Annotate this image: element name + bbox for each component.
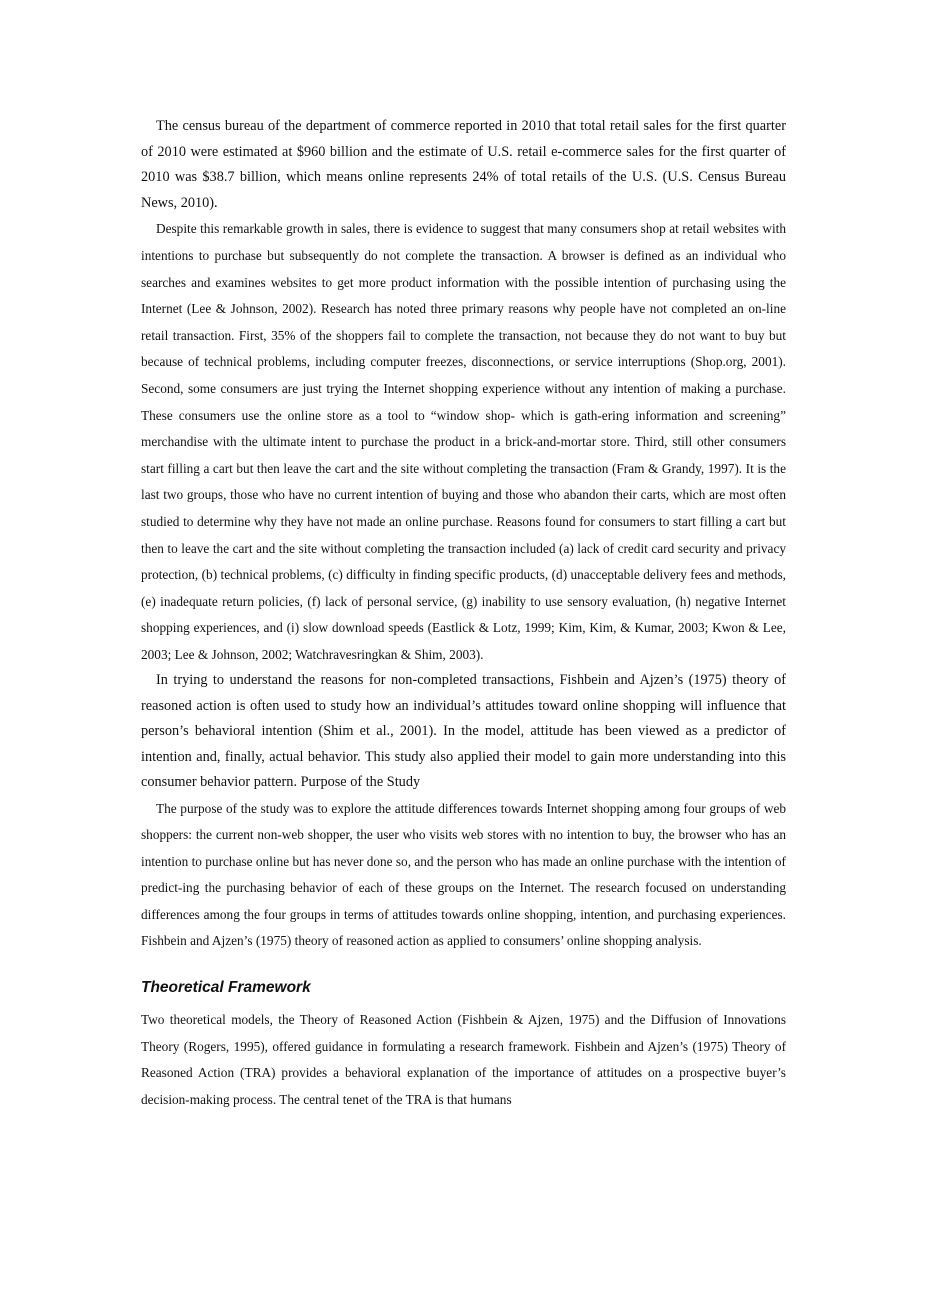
- paragraph-framework: Two theoretical models, the Theory of Reasoned Action (Fishbein & Ajzen, 1975) and the Diffusion of Innovations Theory (Rogers, 1995), offered guidance in formulating a research framework. Fishbein and Ajzen’s (1975) Theory of Reasoned Action (TRA) provides a behavioral explanation of the importance of attitudes on a prospective buyer’s decision-making process. The central tenet of the TRA is that humans: [141, 1012, 786, 1107]
- paragraph-reasoned-action: In trying to understand the reasons for non-completed transactions, Fishbein and Ajzen’s (1975) theory of reasoned action is often used to study how an individual’s attitudes toward online shopping will influence that person’s behavioral intention (Shim et al., 2001). In the model, attitude has been viewed as a predictor of intention and, finally, actual behavior. This study also applied their model to gain more understanding into this consumer behavior pattern. Purpose of the Study: [141, 672, 786, 791]
- paragraph-census: The census bureau of the department of commerce reported in 2010 that total retail sales for the first quarter of 2010 were estimated at $960 billion and the estimate of U.S. retail e-commerce sales for the first quarter of 2010 was $38.7 billion, which means online represents 24% of total retails of the U.S. (U.S. Census Bureau News, 2010).: [141, 118, 786, 211]
- paragraph-browsers: Despite this remarkable growth in sales, there is evidence to suggest that many consumers shop at retail websites with intentions to purchase but subsequently do not complete the transaction. A browser is defined as an individual who searches and examines websites to get more product information with the possible intention of purchasing using the Internet (Lee & Johnson, 2002). Research has noted three primary reasons why people have not completed an on-line retail transaction. First, 35% of the shoppers fail to complete the transaction, not because they do not want to buy but because of technical problems, including computer freezes, disconnections, or service interruptions (Shop.org, 2001). Second, some consumers are just trying the Internet shopping experience without any intention of making a purchase. These consumers use the online store as a tool to “window shop- which is gath-ering information and screening” merchandise with the ultimate intent to purchase the product in a brick-and-mortar store. Third, still other consumers start filling a cart but then leave the cart and the site without completing the transaction (Fram & Grandy, 1997). It is the last two groups, those who have no current intention of buying and those who abandon their carts, which are most often studied to determine why they have not made an online purchase. Reasons found for consumers to start filling a cart but then to leave the cart and the site without completing the transaction included (a) lack of credit card security and privacy protection, (b) technical problems, (c) difficulty in finding specific products, (d) unacceptable delivery fees and methods, (e) inadequate return policies, (f) lack of personal service, (g) inability to use sensory evaluation, (h) negative Internet shopping experiences, and (i) slow download speeds (Eastlick & Lotz, 1999; Kim, Kim, & Kumar, 2003; Kwon & Lee, 2003; Lee & Johnson, 2002; Watchravesringkan & Shim, 2003).: [141, 221, 786, 662]
- paragraph-purpose: The purpose of the study was to explore the attitude differences towards Internet shopping among four groups of web shoppers: the current non-web shopper, the user who visits web stores with no intention to buy, the browser who has an intention to purchase online but has never done so, and the person who has made an online purchase with the intention of predict-ing the purchasing behavior of each of these groups on the Internet. The research focused on understanding differences among the four groups in terms of attitudes towards online shopping, intention, and purchasing experiences. Fishbein and Ajzen’s (1975) theory of reasoned action as applied to consumers’ online shopping analysis.: [141, 800, 786, 949]
- section-heading: Theoretical Framework: [141, 979, 311, 997]
- document-page: [141, 114, 786, 1113]
